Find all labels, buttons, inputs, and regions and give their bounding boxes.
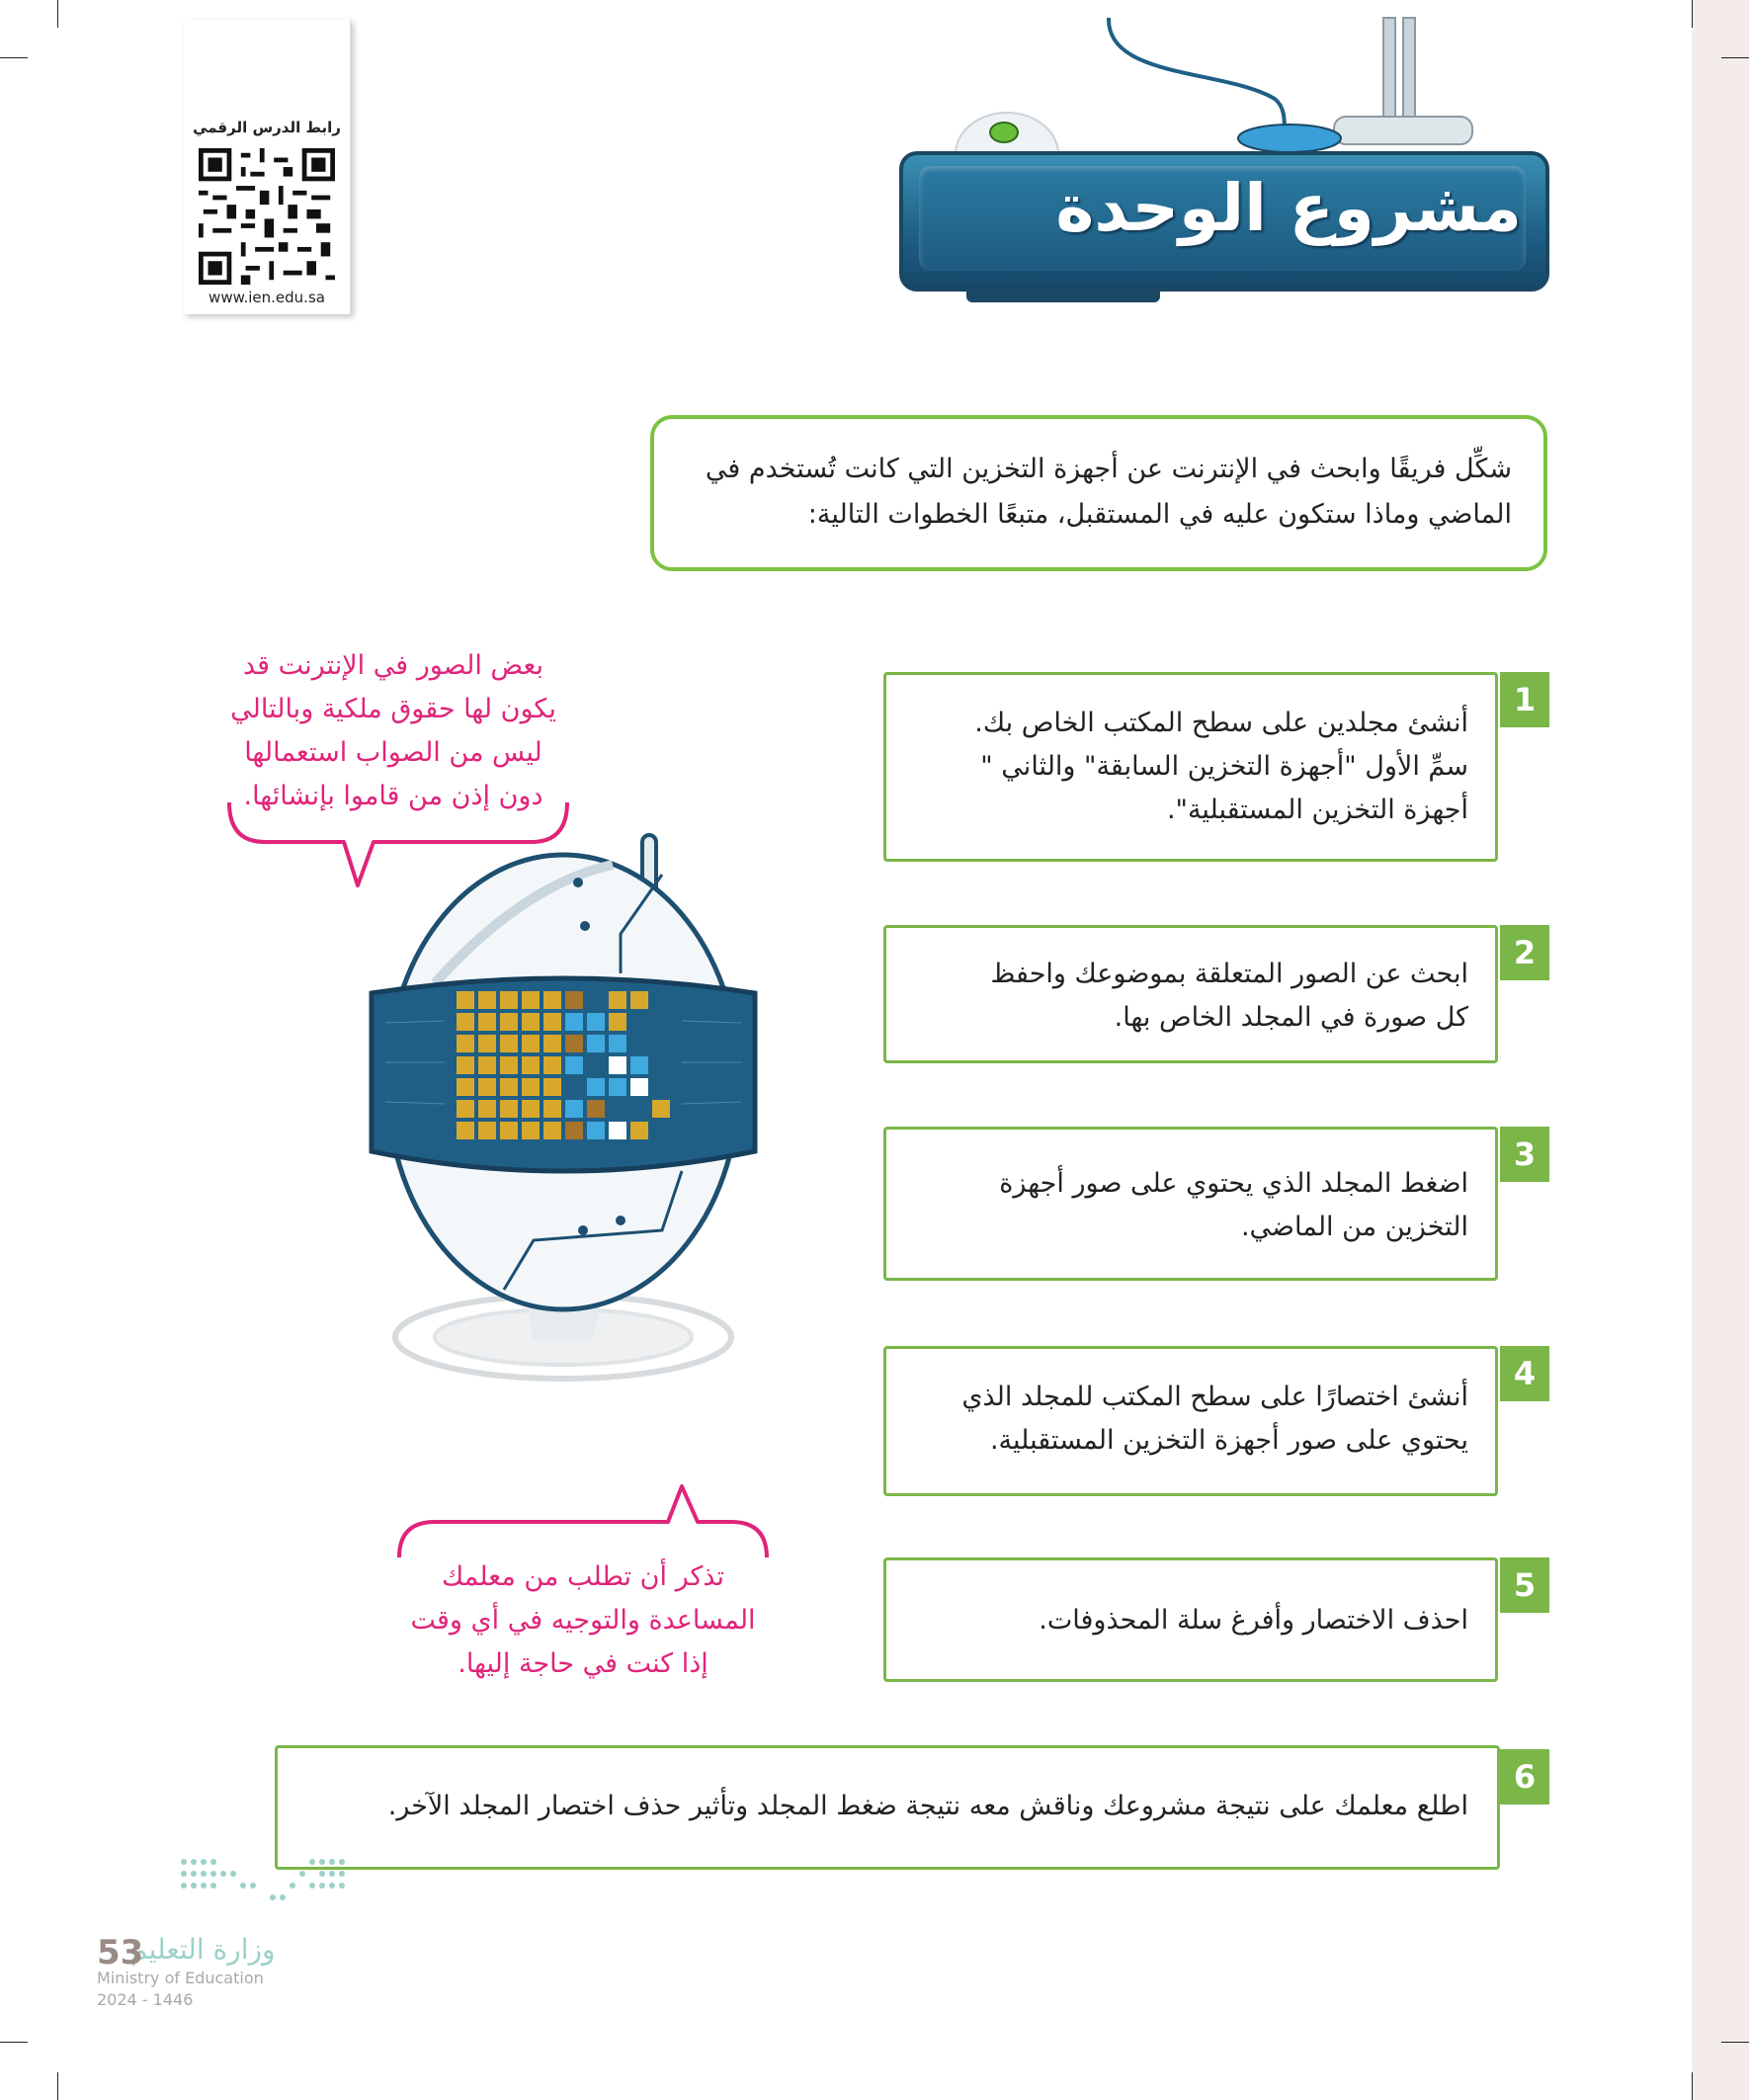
step-text	[905, 702, 1468, 832]
step-line: أنشئ مجلدين على سطح المكتب الخاص بك.	[974, 708, 1468, 738]
callout-bottom-bracket	[395, 1482, 771, 1561]
callout-bottom-line: تذكر أن تطلب من معلمك	[441, 1561, 725, 1592]
step-text	[296, 1785, 1468, 1828]
step-line: اضغط المجلد الذي يحتوي على صور أجهزة	[999, 1168, 1468, 1199]
step-number: 4	[1500, 1346, 1549, 1401]
edition-year: 2024 - 1446	[97, 1990, 194, 2009]
step-number: 1	[1500, 672, 1549, 727]
ministry-logo-dots-icon	[178, 1856, 356, 1915]
crop-mark	[1692, 2072, 1693, 2100]
step-line: يحتوي على صور أجهزة التخزين المستقبلية.	[989, 1425, 1468, 1456]
crop-mark	[1692, 0, 1693, 28]
callout-top	[215, 644, 571, 818]
crop-mark	[0, 2042, 28, 2043]
header-banner-foot	[966, 289, 1160, 302]
crop-mark	[0, 57, 28, 58]
qr-title: رابط الدرس الرقمي	[193, 119, 341, 136]
step-line: اطلع معلمك على نتيجة مشروعك وناقش معه نتيجة ضغط المجلد وتأثير حذف اختصار المجلد الآخر.	[387, 1791, 1468, 1821]
step-line: سمِّ الأول "أجهزة التخزين السابقة" والثاني "	[980, 751, 1468, 782]
step-text	[905, 1376, 1468, 1463]
callout-bottom	[385, 1555, 781, 1686]
ministry-name-english: Ministry of Education	[97, 1969, 264, 1987]
crop-mark	[1721, 2042, 1749, 2043]
step-line: احذف الاختصار وأفرغ سلة المحذوفات.	[1039, 1605, 1468, 1636]
crop-mark	[57, 2072, 58, 2100]
step-text	[905, 953, 1468, 1040]
page-title: مشروع الوحدة	[1055, 170, 1522, 246]
callout-top-line: ليس من الصواب استعمالها	[244, 737, 542, 768]
step-line: أجهزة التخزين المستقبلية".	[1166, 795, 1468, 825]
step-number: 3	[1500, 1127, 1549, 1182]
crop-mark	[57, 0, 58, 28]
qr-card[interactable]	[184, 20, 351, 314]
callout-top-line: بعض الصور في الإنترنت قد	[242, 650, 544, 681]
step-number: 2	[1500, 925, 1549, 980]
callout-bottom-line: إذا كنت في حاجة إليها.	[458, 1648, 708, 1679]
step-line: ابحث عن الصور المتعلقة بموضوعك واحفظ	[990, 959, 1468, 989]
qr-code-icon[interactable]	[199, 148, 335, 285]
step-text	[905, 1162, 1468, 1249]
intro-text: شكِّل فريقًا وابحث في الإنترنت عن أجهزة التخزين التي كانت تُستخدم في الماضي وماذا ستكون عليه في المستقبل، متبعًا الخطوات التالية:	[705, 454, 1512, 530]
ministry-name-arabic: وزارة التعليم	[130, 1933, 276, 1966]
callout-top-line: يكون لها حقوق ملكية وبالتالي	[230, 694, 556, 724]
page-number: 53	[97, 1933, 144, 1973]
step-number: 5	[1500, 1557, 1549, 1613]
step-line: كل صورة في المجلد الخاص بها.	[1114, 1002, 1468, 1033]
crop-mark	[1721, 57, 1749, 58]
callout-top-line: دون إذن من قاموا بإنشائها.	[243, 781, 543, 811]
robot-illustration	[366, 825, 761, 1388]
header-wires-graphic	[1087, 0, 1482, 158]
page-edge-strip	[1692, 0, 1749, 2100]
callout-bottom-line: المساعدة والتوجيه في أي وقت	[410, 1605, 756, 1636]
qr-url[interactable]: www.ien.edu.sa	[208, 289, 325, 306]
step-text	[905, 1599, 1468, 1642]
step-line: التخزين من الماضي.	[1240, 1212, 1468, 1242]
step-line: أنشئ اختصارًا على سطح المكتب للمجلد الذي	[961, 1382, 1468, 1412]
step-number: 6	[1500, 1749, 1549, 1805]
